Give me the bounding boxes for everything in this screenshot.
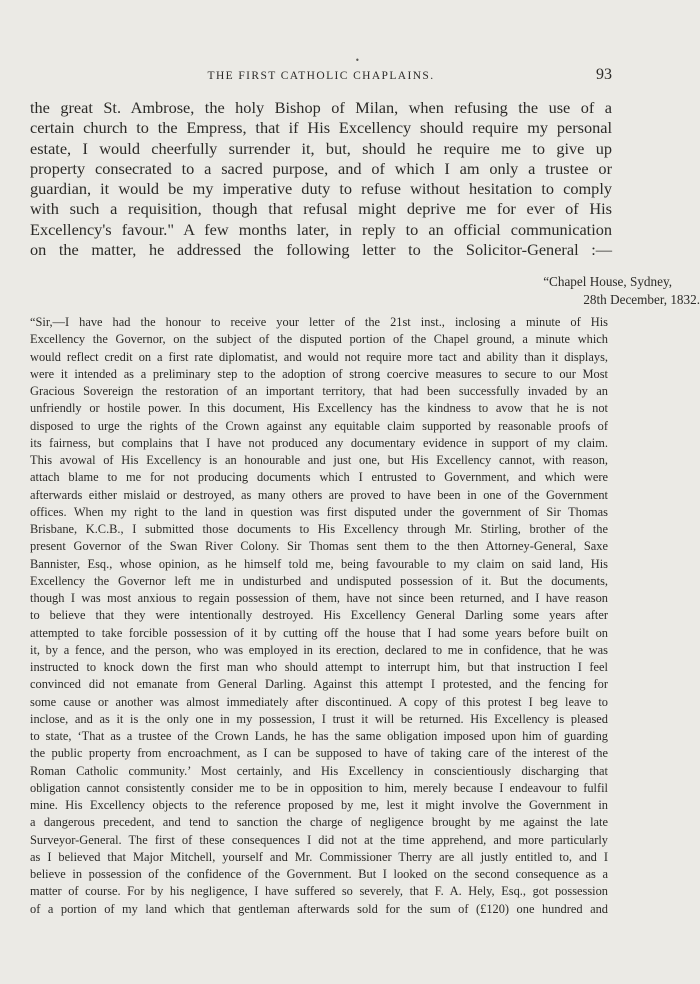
- body-paragraph: [30, 98, 612, 260]
- letter-line: attempted to take forcible possession of it by cutting off the house that I had some years before built on: [30, 625, 608, 640]
- letter-line: inclose, and as it is the only one in my possession, I trust it will be returned. His Excellency is pleased: [30, 711, 608, 726]
- letter-line: convinced did not emanate from General Darling. Against this attempt I protested, and the fencing for: [30, 677, 608, 692]
- text-line: the great St. Ambrose, the holy Bishop of Milan, when refusing the use of a: [30, 98, 612, 117]
- letter-line: Gracious Sovereign the restoration of an important territory, that had been successfully invaded by an: [30, 384, 608, 398]
- letter-line: This avowal of His Excellency is an honourable and just one, but His Excellency cannot, with reason,: [30, 453, 608, 467]
- letter-line: Excellency the Governor, on the subject of the disputed portion of the Chapel ground, a minute which: [30, 332, 608, 347]
- text-line: property consecrated to a sacred purpose, and of which I am only a trustee or: [30, 158, 612, 178]
- letter-line: Bannister, Esq., whose opinion, as he himself told me, being favourable to my claim on said land, His: [30, 556, 608, 571]
- letter-line: though I was most anxious to regain possession of them, have not since been returned, and I have reason: [30, 591, 608, 605]
- letter-line: mine. His Excellency objects to the reference proposed by me, lest it might involve the Government in: [30, 798, 608, 812]
- text-line: certain church to the Empress, that if His Excellency should require my personal: [30, 118, 612, 138]
- letter-line: as I believed that Major Mitchell, yourself and Mr. Commissioner Therry are all justly entitled to, and I: [30, 849, 608, 864]
- letter-line: present Governor of the Swan River Colony. Sir Thomas sent them to the then Attorney-General, Saxe: [30, 539, 608, 554]
- letter-line: of a portion of my land which that gentleman afterwards sold for the sum of (£120) one hundred and: [30, 901, 608, 916]
- letter-line: believe in possession of the confidence of the Government. But I looked on the second consequence as a: [30, 867, 608, 881]
- letter-line: matter of course. For by his negligence, I have suffered so severely, that F. A. Hely, Esq., got possession: [30, 884, 608, 899]
- text-line: on the matter, he addressed the following letter to the Solicitor-General :—: [30, 240, 612, 260]
- letter-line: afterwards either mislaid or destroyed, as many others are proved to have been in one of the Government: [30, 487, 608, 502]
- letter-line: its fairness, but complains that I have not produced any documentary evidence in support of my claim.: [30, 435, 608, 450]
- letter-line: obligation cannot consistently consider me to be in opposition to him, merely because I endeavour to fulfil: [30, 780, 608, 795]
- letter-line: unfriendly or hostile power. In this document, His Excellency has the kindness to avow that he is not: [30, 401, 608, 416]
- dateline-place: “Chapel House, Sydney,: [543, 274, 672, 289]
- letter-line: would reflect credit on a first rate diplomatist, and would not require more tact and ability than it displays,: [30, 349, 608, 364]
- letter-line: Roman Catholic community.’ Most certainly, and His Excellency in conscientiously discharging that: [30, 763, 608, 778]
- letter-line: a dangerous precedent, and tend to sanction the charge of negligence brought by me against the late: [30, 815, 608, 830]
- letter-line: Brisbane, K.C.B., I submitted those documents to His Excellency through Mr. Stirling, brother of the: [30, 522, 608, 536]
- text-line: with such a requisition, though that refusal might deprive me for ever of His: [30, 199, 612, 219]
- text-line: guardian, it would be my imperative duty to refuse without hesitation to comply: [30, 179, 612, 199]
- letter-line: the public property from encroachment, as I can be supposed to have of taking care of the interest of the: [30, 746, 608, 761]
- letter-body: [30, 314, 608, 918]
- text-line: estate, I would cheerfully surrender it, but, should he require me to give up: [30, 138, 612, 158]
- letter-line: it, by a fence, and the person, who was employed in its erection, declared to me in confidence, that he was: [30, 642, 608, 657]
- letter-line: attach blame to me for not producing documents which I entrusted to Government, and which were: [30, 470, 608, 485]
- letter-line: Excellency the Governor left me in undisturbed and undisputed possession of it. But the documents,: [30, 573, 608, 588]
- letter-line: to believe that they were intentionally destroyed. His Excellency General Darling some years after: [30, 608, 608, 623]
- letter-line: “Sir,—I have had the honour to receive your letter of the 21st inst., inclosing a minute of His: [30, 315, 608, 329]
- running-title: THE FIRST CATHOLIC CHAPLAINS.: [207, 70, 435, 82]
- letter-line: disposed to urge the rights of the Crown against any equitable claim supported by reasonable proofs of: [30, 418, 608, 433]
- letter-line: were it intended as a preliminary step to the adoption of strong coercive measures to secure to our Most: [30, 366, 608, 381]
- letter-line: offices. When my right to the land in question was first disputed under the government of Sir Thomas: [30, 504, 608, 519]
- letter-line: some cause or another was almost immediately after discontinued. A copy of this protest I beg leave to: [30, 694, 608, 709]
- letter-line: to state, ‘That as a trustee of the Crown Lands, he has the same obligation imposed upon him of guarding: [30, 729, 608, 743]
- page-header: [30, 66, 612, 88]
- text-line: Excellency's favour." A few months later, in reply to an official communication: [30, 219, 612, 239]
- page-number: 93: [596, 66, 612, 83]
- letter-line: instructed to knock down the first man who should attempt to interrupt him, but that instruction I feel: [30, 660, 608, 674]
- printer-mark: •: [355, 56, 360, 65]
- letter-line: Surveyor-General. The first of these consequences I did not at the time apprehend, and more particularly: [30, 832, 608, 847]
- dateline-date: 28th December, 1832.: [583, 292, 700, 307]
